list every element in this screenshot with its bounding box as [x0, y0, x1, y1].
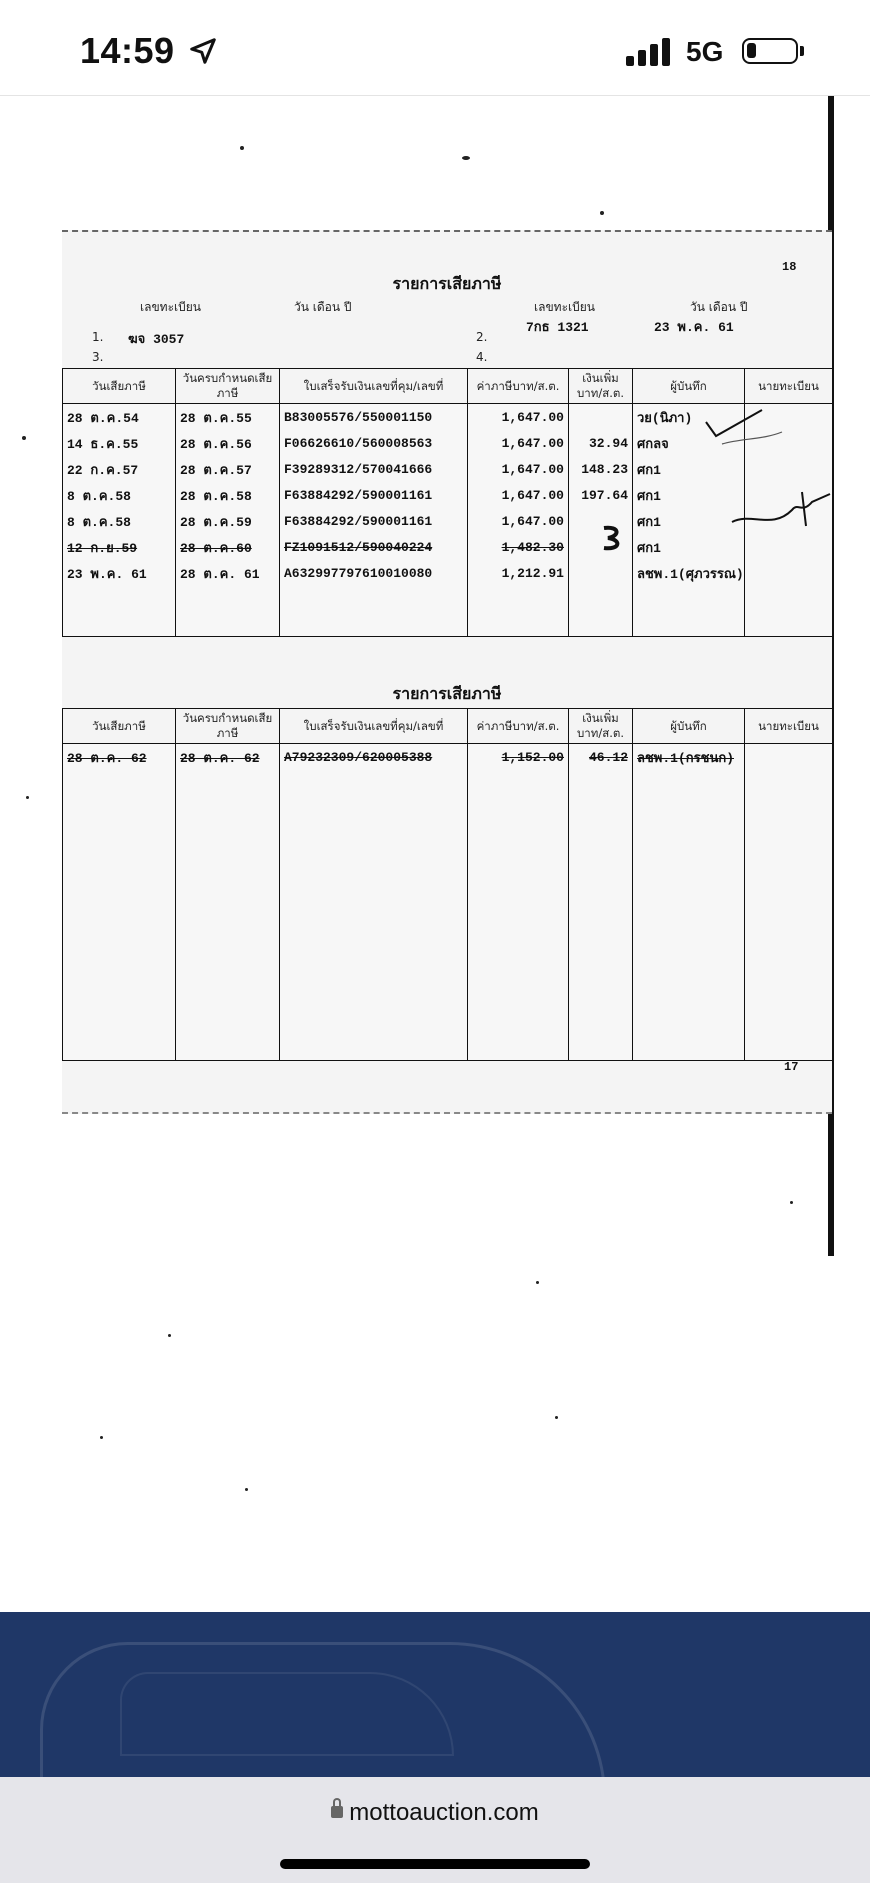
browser-url-bar[interactable] — [0, 1777, 870, 1883]
cell: 1,647.00 — [468, 482, 569, 508]
cell — [176, 770, 280, 1061]
cell: 28 ต.ค.56 — [176, 430, 280, 456]
cell: 28 ต.ค. 62 — [63, 744, 176, 771]
date-label-1: วัน เดือน ปี — [294, 300, 352, 314]
table-row-empty — [63, 770, 833, 1061]
network-type: 5G — [686, 36, 724, 67]
cell — [745, 744, 833, 771]
tax-record-page — [62, 230, 832, 1114]
col-tax-amount: ค่าภาษีบาท/ส.ต. — [468, 709, 569, 744]
cell: ศก1 — [633, 508, 745, 534]
cell: A79232309/620005388 — [280, 744, 468, 771]
url-display[interactable] — [0, 1799, 870, 1827]
lock-icon — [331, 1806, 343, 1818]
cell: ศก1 — [633, 456, 745, 482]
cell: A632997797610010080 — [280, 560, 468, 586]
stamp-mark — [600, 524, 626, 552]
cell: F63884292/590001161 — [280, 508, 468, 534]
col-recorder: ผู้บันทึก — [633, 369, 745, 404]
cell: 46.12 — [569, 744, 633, 771]
status-bar — [0, 0, 870, 96]
table-row-empty — [63, 586, 833, 637]
cell: 8 ต.ค.58 — [63, 482, 176, 508]
cell: 197.64 — [569, 482, 633, 508]
cell: ศก1 — [633, 482, 745, 508]
cell — [745, 586, 833, 637]
cell — [468, 770, 569, 1061]
battery-tip — [800, 46, 804, 56]
home-indicator[interactable] — [280, 1859, 590, 1869]
handwritten-signature-marks — [702, 402, 832, 542]
col-tax-date: วันเสียภาษี — [63, 369, 176, 404]
cell: 28 ต.ค.54 — [63, 404, 176, 431]
cell: 14 ธ.ค.55 — [63, 430, 176, 456]
cell: 23 พ.ค. 61 — [63, 560, 176, 586]
cell: 1,647.00 — [468, 430, 569, 456]
col-receipt: ใบเสร็จรับเงินเลขที่คุม/เลขที่ — [280, 369, 468, 404]
cell: F06626610/560008563 — [280, 430, 468, 456]
cell: 1,152.00 — [468, 744, 569, 771]
cell: 1,647.00 — [468, 456, 569, 482]
cell: 28 ต.ค.60 — [176, 534, 280, 560]
date-label-2: วัน เดือน ปี — [690, 300, 748, 314]
cell: วย(นิภา) — [633, 404, 745, 431]
cell: 1,647.00 — [468, 404, 569, 431]
reg-plate-2: 7กธ 1321 — [526, 320, 589, 335]
reg-index-4: 4. — [476, 350, 488, 364]
tax-record-title-1: รายการเสียภาษี — [392, 274, 502, 293]
col-recorder: ผู้บันทึก — [633, 709, 745, 744]
cell — [633, 586, 745, 637]
table-row — [63, 744, 833, 771]
reg-plate-1: ฆจ 3057 — [128, 332, 185, 347]
col-receipt: ใบเสร็จรับเงินเลขที่คุม/เลขที่ — [280, 709, 468, 744]
col-registrar: นายทะเบียน — [745, 369, 833, 404]
cell: F39289312/570041666 — [280, 456, 468, 482]
cell — [569, 770, 633, 1061]
col-registrar: นายทะเบียน — [745, 709, 833, 744]
col-tax-date: วันเสียภาษี — [63, 709, 176, 744]
cell — [633, 770, 745, 1061]
cell: ลชพ.1(ศุภวรรณ) — [633, 560, 745, 586]
cell: 28 ต.ค. 62 — [176, 744, 280, 771]
cell — [569, 586, 633, 637]
cell — [468, 586, 569, 637]
reg-index-1: 1. — [92, 330, 104, 344]
col-tax-amount: ค่าภาษีบาท/ส.ต. — [468, 369, 569, 404]
cell: 28 ต.ค.58 — [176, 482, 280, 508]
cellular-signal-icon — [626, 36, 672, 66]
cell: 12 ก.ย.59 — [63, 534, 176, 560]
cell: F63884292/590001161 — [280, 482, 468, 508]
reg-index-3: 3. — [92, 350, 104, 364]
cell: 28 ต.ค.57 — [176, 456, 280, 482]
col-due-date: วันครบกำหนดเสียภาษี — [176, 709, 280, 744]
cell: 148.23 — [569, 456, 633, 482]
cell: 22 ก.ค.57 — [63, 456, 176, 482]
cell: 28 ต.ค.59 — [176, 508, 280, 534]
cell — [745, 560, 833, 586]
reg-label-2: เลขทะเบียน — [534, 300, 595, 314]
cell: 1,647.00 — [468, 508, 569, 534]
table-header-row — [63, 369, 833, 404]
tax-table-2 — [62, 708, 833, 1061]
table-row — [63, 560, 833, 586]
cell: B83005576/550001150 — [280, 404, 468, 431]
cell — [63, 770, 176, 1061]
tax-record-title-2: รายการเสียภาษี — [392, 684, 502, 703]
cell: 28 ต.ค. 61 — [176, 560, 280, 586]
footer-banner — [0, 1612, 870, 1777]
cell — [176, 586, 280, 637]
table-header-row — [63, 709, 833, 744]
cell — [745, 770, 833, 1061]
cell — [63, 586, 176, 637]
cell: ลชพ.1(กรชนก) — [633, 744, 745, 771]
reg-index-2: 2. — [476, 330, 488, 344]
col-surcharge: เงินเพิ่มบาท/ส.ต. — [569, 369, 633, 404]
page-number-17: 17 — [784, 1060, 799, 1074]
page-number-18: 18 — [782, 260, 797, 274]
car-window-silhouette — [120, 1672, 454, 1756]
cell: 28 ต.ค.55 — [176, 404, 280, 431]
cell: 8 ต.ค.58 — [63, 508, 176, 534]
cell — [280, 586, 468, 637]
cell: 1,212.91 — [468, 560, 569, 586]
status-time: 14:59 — [80, 30, 175, 71]
battery-icon — [742, 38, 798, 64]
cell — [280, 770, 468, 1061]
document-scan — [0, 96, 870, 1611]
cell: 32.94 — [569, 430, 633, 456]
cell: ศก1 — [633, 534, 745, 560]
col-due-date: วันครบกำหนดเสียภาษี — [176, 369, 280, 404]
cell — [569, 404, 633, 431]
cell: ศกลจ — [633, 430, 745, 456]
col-surcharge: เงินเพิ่มบาท/ส.ต. — [569, 709, 633, 744]
reg-date-2: 23 พ.ค. 61 — [654, 320, 734, 335]
cell — [569, 560, 633, 586]
cell: FZ1091512/590040224 — [280, 534, 468, 560]
url-text: mottoauction.com — [349, 1799, 539, 1826]
location-arrow-icon — [188, 36, 218, 66]
cell: 1,482.30 — [468, 534, 569, 560]
reg-label-1: เลขทะเบียน — [140, 300, 201, 314]
